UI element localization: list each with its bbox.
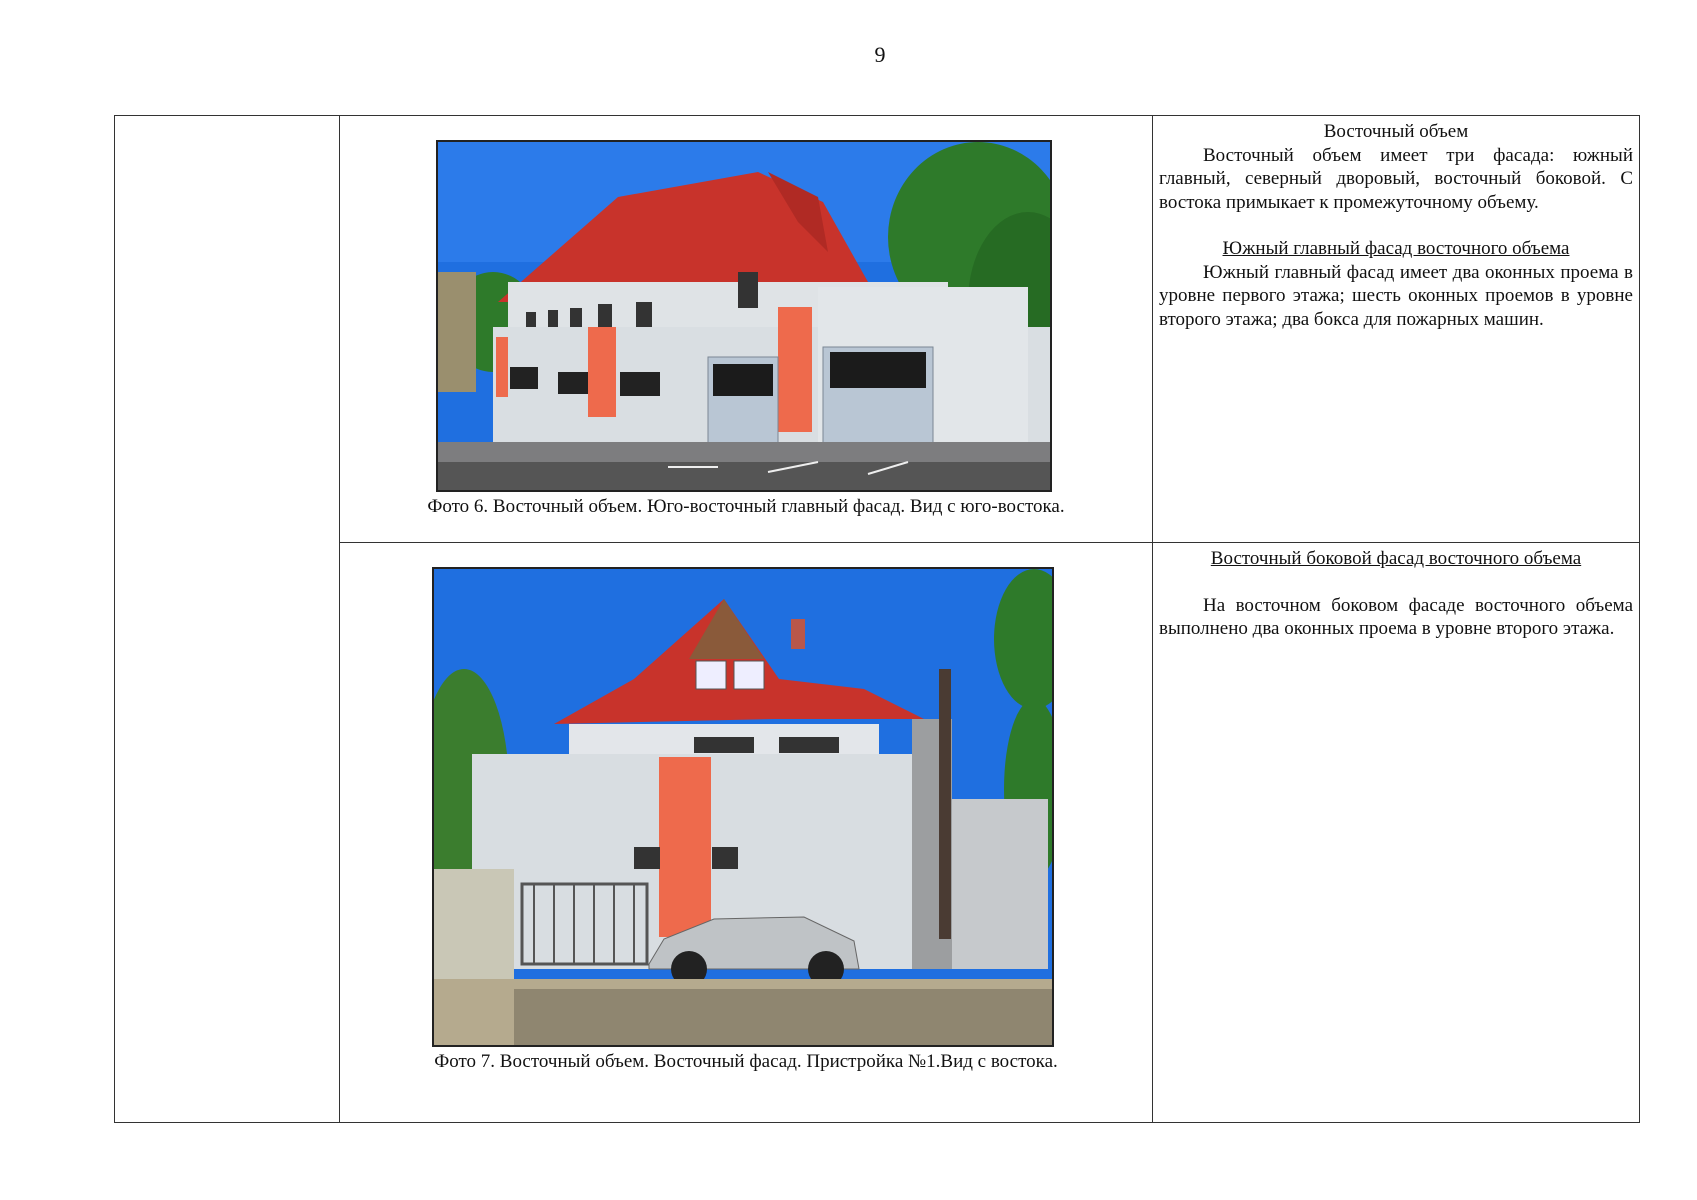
section-heading: Восточный объем — [1323, 121, 1469, 142]
row2-text-cell — [1153, 543, 1640, 1123]
photo-6-caption: Фото 6. Восточный объем. Юго-восточный главный фасад. Вид с юго-востока. — [427, 496, 1065, 517]
facade-paragraph: Южный главный фасад имеет два оконных проема в уровне первого этажа; шесть оконных проемов в уровне второго этажа; два бокса для пожарных машин. — [1159, 261, 1633, 330]
section-paragraph: Восточный объем имеет три фасада: южный главный, северный дворовый, восточный боковой. С востока примыкает к промежуточному объему. — [1159, 144, 1633, 213]
photo-6-cell — [340, 116, 1153, 543]
photo-6 — [436, 140, 1052, 492]
photo-7-caption: Фото 7. Восточный объем. Восточный фасад. Пристройка №1.Вид с востока. — [434, 1051, 1058, 1072]
facade-paragraph: На восточном боковом фасаде восточного объема выполнено два оконных проема в уровне второго этажа. — [1159, 594, 1633, 639]
photo-7-cell — [340, 543, 1153, 1123]
document-table — [114, 115, 1640, 1123]
table-row — [115, 543, 1640, 1123]
table-row — [115, 116, 1640, 543]
page-number: 9 — [874, 42, 886, 67]
facade-subheading: Восточный боковой фасад восточного объема — [1210, 548, 1582, 569]
facade-subheading: Южный главный фасад восточного объема — [1222, 238, 1570, 259]
row1-text-cell — [1153, 116, 1640, 543]
photo-7 — [432, 567, 1054, 1047]
empty-left-cell — [115, 116, 340, 1123]
